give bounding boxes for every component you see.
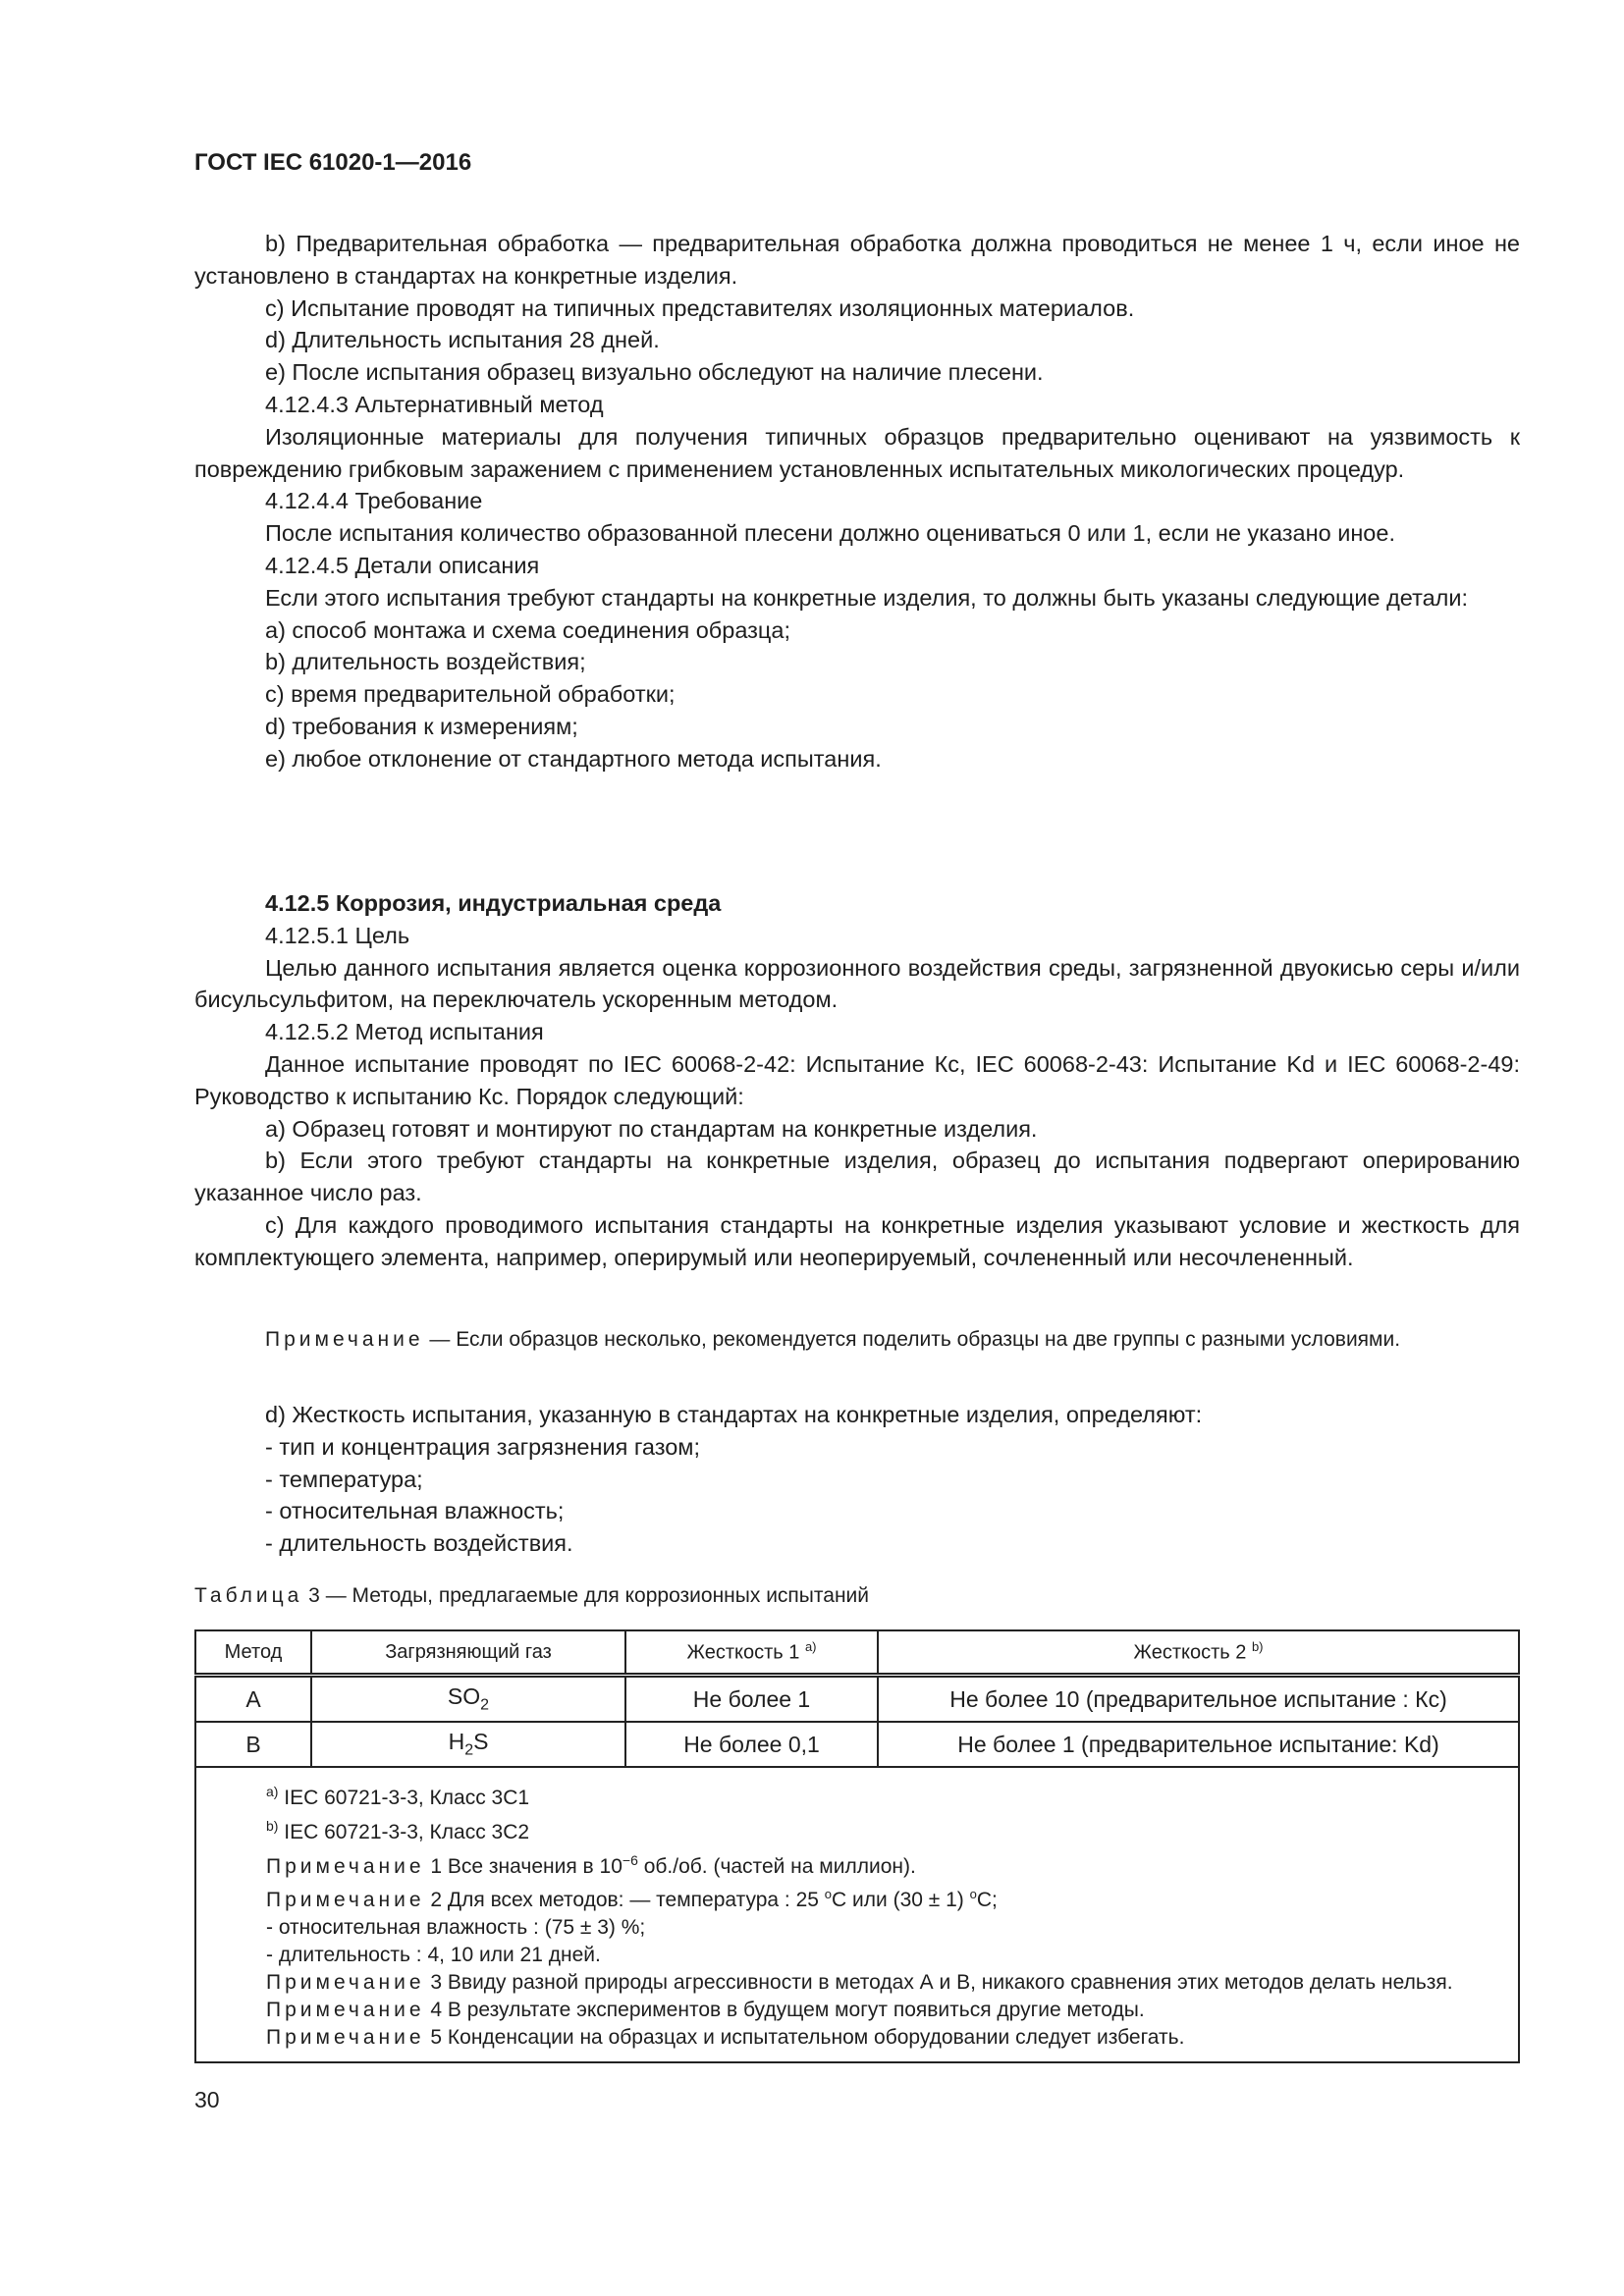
table-note-2-line: - относительная влажность : (75 ± 3) %; [266, 1916, 646, 1939]
list-item: - температура; [265, 1466, 423, 1492]
cell-severity-2: Не более 10 (предварительное испытание : Кс) [878, 1676, 1519, 1723]
cell-method: A [195, 1676, 311, 1723]
table-row [195, 1722, 1519, 1767]
header-severity-1: Жесткость 1 $^{a)}$ [625, 1630, 878, 1676]
paragraph: Целью данного испытания является оценка коррозионного воздействия среды, загрязненной двуокисью серы и/или бисульсульфитом, на переключатель ускоренным методом. [194, 954, 1520, 1013]
list-item: c) Для каждого проводимого испытания стандарты на конкретные изделия указывают условие и жесткость для комплектующего элемента, например, оперирумый или неоперируемый, сочлененный или несочлененный. [194, 1211, 1520, 1270]
header-severity-2: Жесткость 2 $^{b)}$ [878, 1630, 1519, 1676]
list-item: b) длительность воздействия; [265, 649, 586, 675]
paragraph: c) Испытание проводят на типичных представителях изоляционных материалов. [265, 294, 1135, 321]
table-notes: $^{a)}$ IEC 60721-3-3, Класс 3С1 $^{b)}$ IEC 60721-3-3, Класс 3С2 Примечание 1 Все значения в $10^{-6}$ об./об. (частей на миллион). Примечание 2 Для всех методов: — температура : 25 $^o$С или (30 ± 1) $^o$С; - относительная влажность : (75 ± 3) %; - длительность : 4, 10 или 21 дней. Примечание 3 Ввиду разной природы агрессивности в методах А и В, никакого сравнения этих методов делать нельзя. Примечание 4 В результате экспериментов в будущем могут появиться другие методы. Примечание 5 Конденсации на образцах и испытательном оборудовании следует избегать. [195, 1767, 1519, 2062]
body-block-1 [194, 228, 1520, 775]
caption-label: Таблица [194, 1584, 303, 1607]
list-item: d) Жесткость испытания, указанную в стандартах на конкретные изделия, определяют: [265, 1402, 1203, 1427]
paragraph: d) Длительность испытания 28 дней. [265, 327, 660, 353]
table-notes-row [195, 1767, 1519, 2062]
note-text: — Если образцов несколько, рекомендуется поделить образцы на две группы с разными условиями. [423, 1328, 1401, 1351]
note [194, 1325, 1520, 1355]
footnote-a: IEC 60721-3-3, Класс 3С1 [278, 1787, 530, 1809]
section-title: 4.12.4.3 Альтернативный метод [265, 391, 604, 417]
section-title: 4.12.4.5 Детали описания [265, 552, 540, 578]
list-item: - тип и концентрация загрязнения газом; [265, 1433, 700, 1460]
paragraph: Изоляционные материалы для получения типичных образцов предварительно оценивают на уязвимость к повреждению грибковым заражением с применением установленных испытательных микологических процедур. [194, 423, 1520, 482]
document-header: ГОСТ IEC 61020-1—2016 [194, 149, 472, 176]
section-title: 4.12.5.2 Метод испытания [265, 1019, 544, 1045]
table-note-2-line: - длительность : 4, 10 или 21 дней. [266, 1944, 601, 1966]
body-block-2 [194, 887, 1520, 1274]
paragraph: b) Предварительная обработка — предварительная обработка должна проводиться не менее 1 ч, если иное не установлено в стандартах на конкретные изделия. [194, 231, 1520, 289]
table-note-3: Примечание 3 Ввиду разной природы агрессивности в методах А и В, никакого сравнения этих методов делать нельзя. [266, 1971, 1453, 1994]
table-note-2: Примечание 2 Для всех методов: — температура : 25 $^o$С или (30 ± 1) $^o$С; [266, 1887, 998, 1911]
list-item: c) время предварительной обработки; [265, 681, 676, 708]
body-block-3 [194, 1399, 1520, 1560]
paragraph: e) После испытания образец визуально обследуют на наличие плесени. [265, 359, 1044, 386]
note-label: Примечание [265, 1328, 424, 1351]
header-method: Метод [195, 1630, 311, 1676]
paragraph: Если этого испытания требуют стандарты на конкретные изделия, то должны быть указаны следующие детали: [265, 584, 1469, 611]
table-note-1: Примечание 1 Все значения в $10^{-6}$ об./об. (частей на миллион). [266, 1852, 916, 1878]
cell-severity-2: Не более 1 (предварительное испытание: Kd) [878, 1722, 1519, 1767]
cell-gas: $H_2S$ [311, 1722, 625, 1767]
list-item: a) Образец готовят и монтируют по стандартам на конкретные изделия. [265, 1115, 1038, 1142]
cell-severity-1: Не более 0,1 [625, 1722, 878, 1767]
footnote-b: IEC 60721-3-3, Класс 3С2 [278, 1821, 530, 1843]
paragraph: Данное испытание проводят по IEC 60068-2-42: Испытание Кс, IEC 60068-2-43: Испытание Kd и IEC 60068-2-49: Руководство к испытанию Кс. Порядок следующий: [194, 1050, 1520, 1109]
page-number: 30 [194, 2087, 220, 2112]
list-item: - относительная влажность; [265, 1498, 565, 1524]
list-item: e) любое отклонение от стандартного метода испытания. [265, 745, 882, 772]
section-heading: 4.12.5 Коррозия, индустриальная среда [265, 890, 722, 916]
table-header-row [195, 1630, 1519, 1676]
table-row [195, 1676, 1519, 1723]
cell-severity-1: Не более 1 [625, 1676, 878, 1723]
cell-gas: $SO_2$ [311, 1676, 625, 1723]
list-item: d) требования к измерениям; [265, 713, 578, 739]
list-item: a) способ монтажа и схема соединения образца; [265, 616, 790, 643]
section-title: 4.12.5.1 Цель [265, 922, 410, 948]
header-gas: Загрязняющий газ [311, 1630, 625, 1676]
section-title: 4.12.4.4 Требование [265, 488, 483, 514]
list-item: b) Если этого требуют стандарты на конкретные изделия, образец до испытания подвергают оперированию указанное число раз. [194, 1148, 1520, 1206]
methods-table [194, 1629, 1520, 2063]
paragraph: После испытания количество образованной плесени должно оцениваться 0 или 1, если не указано иное. [265, 520, 1395, 547]
table-note-5: Примечание 5 Конденсации на образцах и испытательном оборудовании следует избегать. [266, 2026, 1185, 2049]
caption-text: 3 — Методы, предлагаемые для коррозионных испытаний [302, 1584, 870, 1607]
cell-method: B [195, 1722, 311, 1767]
list-item: - длительность воздействия. [265, 1530, 573, 1557]
table-note-4: Примечание 4 В результате экспериментов в будущем могут появиться другие методы. [266, 1999, 1145, 2021]
table-caption [194, 1584, 1520, 1608]
